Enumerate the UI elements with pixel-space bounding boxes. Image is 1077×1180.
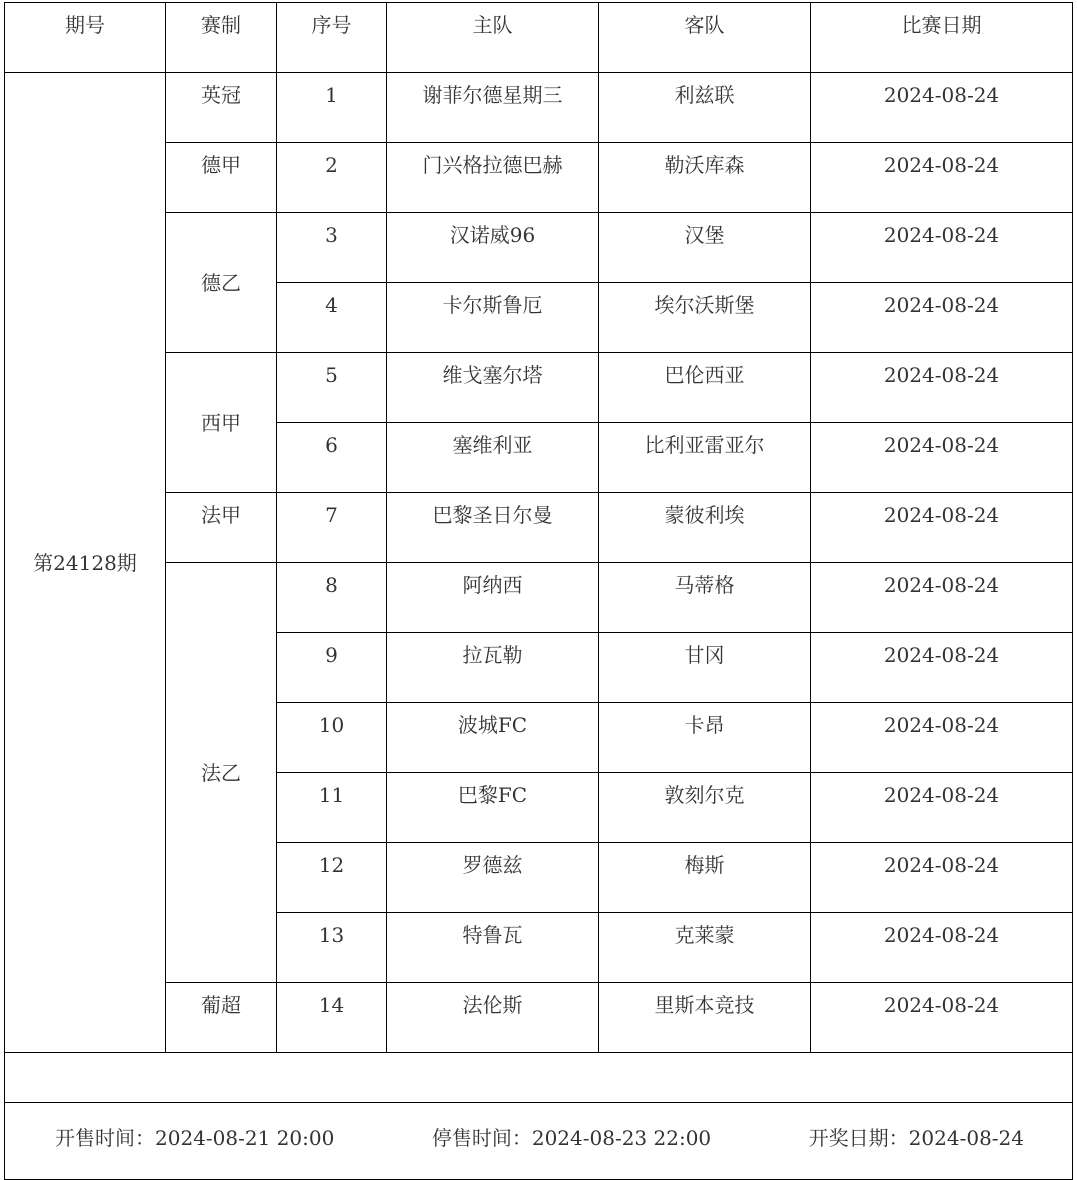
seq-cell: 11 (277, 773, 387, 843)
league-cell: 法乙 (166, 563, 277, 983)
seq-cell: 10 (277, 703, 387, 773)
match-date: 2024-08-24 (811, 563, 1073, 633)
seq-cell: 2 (277, 143, 387, 213)
away-team: 卡昂 (599, 703, 811, 773)
home-team: 阿纳西 (387, 563, 599, 633)
league-cell: 德甲 (166, 143, 277, 213)
issue-number: 第24128期 (5, 73, 166, 1053)
away-team: 敦刻尔克 (599, 773, 811, 843)
draw-date: 开奖日期：2024-08-24 (808, 1126, 1024, 1150)
header-date: 比赛日期 (811, 3, 1073, 73)
seq-cell: 3 (277, 213, 387, 283)
blank-cell (5, 1053, 1073, 1103)
header-home: 主队 (387, 3, 599, 73)
away-team: 蒙彼利埃 (599, 493, 811, 563)
away-team: 巴伦西亚 (599, 353, 811, 423)
league-cell: 德乙 (166, 213, 277, 353)
match-date: 2024-08-24 (811, 213, 1073, 283)
seq-cell: 13 (277, 913, 387, 983)
header-row (5, 3, 1073, 73)
away-team: 里斯本竞技 (599, 983, 811, 1053)
blank-row (5, 1053, 1073, 1103)
seq-cell: 4 (277, 283, 387, 353)
header-period: 期号 (5, 3, 166, 73)
table-row (5, 493, 1073, 563)
match-date: 2024-08-24 (811, 773, 1073, 843)
away-team: 梅斯 (599, 843, 811, 913)
match-date: 2024-08-24 (811, 73, 1073, 143)
seq-cell: 9 (277, 633, 387, 703)
table-row (5, 143, 1073, 213)
table-row (5, 73, 1073, 143)
away-team: 甘冈 (599, 633, 811, 703)
home-team: 巴黎圣日尔曼 (387, 493, 599, 563)
match-date: 2024-08-24 (811, 423, 1073, 493)
home-team: 门兴格拉德巴赫 (387, 143, 599, 213)
away-team: 勒沃库森 (599, 143, 811, 213)
lottery-schedule-table (4, 2, 1073, 1180)
away-team: 利兹联 (599, 73, 811, 143)
table-row (5, 353, 1073, 423)
home-team: 巴黎FC (387, 773, 599, 843)
seq-cell: 14 (277, 983, 387, 1053)
home-team: 罗德兹 (387, 843, 599, 913)
match-date: 2024-08-24 (811, 983, 1073, 1053)
seq-cell: 8 (277, 563, 387, 633)
home-team: 卡尔斯鲁厄 (387, 283, 599, 353)
home-team: 谢菲尔德星期三 (387, 73, 599, 143)
seq-cell: 7 (277, 493, 387, 563)
home-team: 特鲁瓦 (387, 913, 599, 983)
away-team: 埃尔沃斯堡 (599, 283, 811, 353)
match-date: 2024-08-24 (811, 283, 1073, 353)
league-cell: 英冠 (166, 73, 277, 143)
footer-info (5, 1126, 1072, 1150)
league-cell: 西甲 (166, 353, 277, 493)
away-team: 克莱蒙 (599, 913, 811, 983)
sale-start-time: 开售时间：2024-08-21 20:00 (55, 1126, 335, 1150)
home-team: 拉瓦勒 (387, 633, 599, 703)
footer-cell (5, 1103, 1073, 1180)
away-team: 马蒂格 (599, 563, 811, 633)
home-team: 法伦斯 (387, 983, 599, 1053)
sale-stop-time: 停售时间：2024-08-23 22:00 (431, 1126, 712, 1150)
home-team: 波城FC (387, 703, 599, 773)
match-date: 2024-08-24 (811, 143, 1073, 213)
match-date: 2024-08-24 (811, 353, 1073, 423)
header-seq: 序号 (277, 3, 387, 73)
match-date: 2024-08-24 (811, 633, 1073, 703)
footer-row (5, 1103, 1073, 1180)
home-team: 维戈塞尔塔 (387, 353, 599, 423)
away-team: 比利亚雷亚尔 (599, 423, 811, 493)
match-date: 2024-08-24 (811, 703, 1073, 773)
league-cell: 葡超 (166, 983, 277, 1053)
seq-cell: 1 (277, 73, 387, 143)
seq-cell: 6 (277, 423, 387, 493)
table-row (5, 983, 1073, 1053)
home-team: 塞维利亚 (387, 423, 599, 493)
table-row (5, 213, 1073, 283)
match-date: 2024-08-24 (811, 913, 1073, 983)
table-row (5, 563, 1073, 633)
header-away: 客队 (599, 3, 811, 73)
away-team: 汉堡 (599, 213, 811, 283)
match-date: 2024-08-24 (811, 493, 1073, 563)
header-league: 赛制 (166, 3, 277, 73)
match-date: 2024-08-24 (811, 843, 1073, 913)
seq-cell: 12 (277, 843, 387, 913)
league-cell: 法甲 (166, 493, 277, 563)
home-team: 汉诺威96 (387, 213, 599, 283)
seq-cell: 5 (277, 353, 387, 423)
